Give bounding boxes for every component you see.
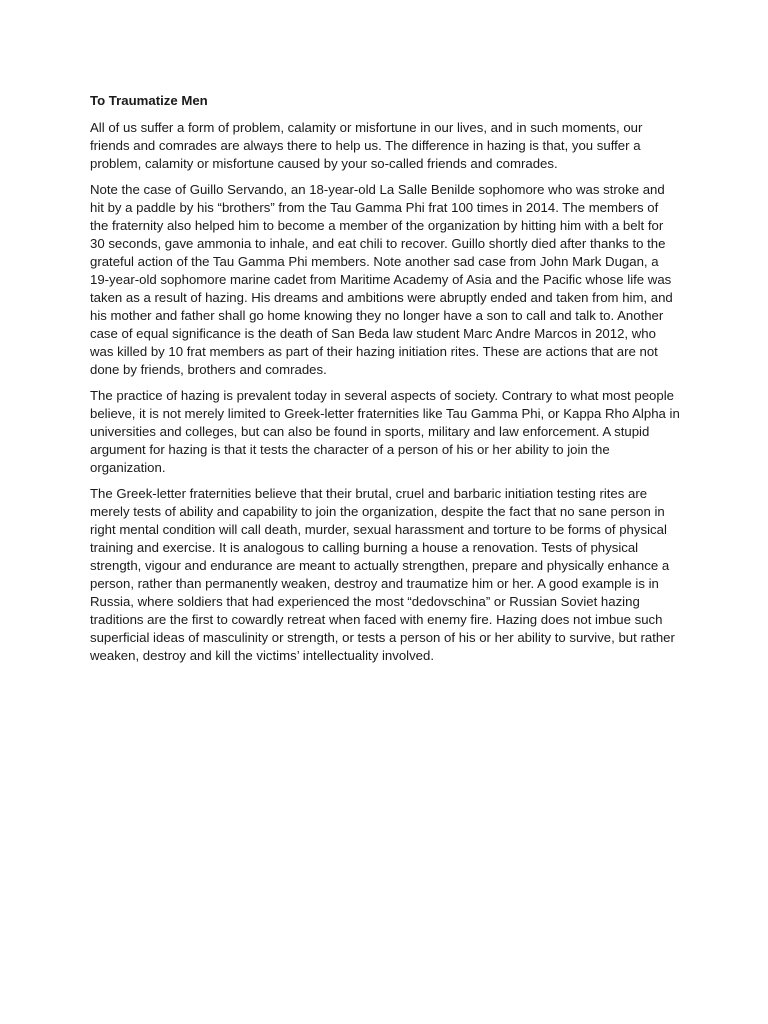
paragraph-4: The Greek-letter fraternities believe that their brutal, cruel and barbaric initiation testing rites are merely tests of ability and capability to join the organization, despite the fact that no sane person in right mental condition will call death, murder, sexual harassment and torture to be forms of physical training and exercise. It is analogous to calling burning a house a renovation. Tests of physical strength, vigour and endurance are meant to actually strengthen, prepare and physically enhance a person, rather than permanently weaken, destroy and traumatize him or her. A good example is in Russia, where soldiers that had experienced the most “dedovschina” or Russian Soviet hazing traditions are the first to cowardly retreat when faced with enemy fire. Hazing does not imbue such superficial ideas of masculinity or strength, or tests a person of his or her ability to survive, but rather weaken, destroy and kill the victims’ intellectuality involved. (90, 486, 675, 663)
document-title: To Traumatize Men (90, 93, 208, 108)
paragraph-1: All of us suffer a form of problem, calamity or misfortune in our lives, and in such moments, our friends and comrades are always there to help us. The difference in hazing is that, you suffer a problem, calamity or misfortune caused by your so-called friends and comrades. (90, 120, 643, 171)
paragraph-3: The practice of hazing is prevalent today in several aspects of society. Contrary to what most people believe, it is not merely limited to Greek-letter fraternities like Tau Gamma Phi, or Kappa Rho Alpha in universities and colleges, but can also be found in sports, military and law enforcement. A stupid argument for hazing is that it tests the character of a person of his or her ability to join the organization. (90, 388, 680, 475)
paragraph-2: Note the case of Guillo Servando, an 18-year-old La Salle Benilde sophomore who was stroke and hit by a paddle by his “brothers” from the Tau Gamma Phi frat 100 times in 2014. The members of the fraternity also helped him to become a member of the organization by hitting him with a belt for 30 seconds, gave ammonia to inhale, and eat chili to recover. Guillo shortly died after thanks to the grateful action of the Tau Gamma Phi members. Note another sad case from John Mark Dugan, a 19-year-old sophomore marine cadet from Maritime Academy of Asia and the Pacific whose life was taken as a result of hazing. His dreams and ambitions were abruptly ended and taken from him, and his mother and father shall go home knowing they no longer have a son to call and talk to. Another case of equal significance is the death of San Beda law student Marc Andre Marcos in 2012, who was killed by 10 frat members as part of their hazing initiation rites. These are actions that are not done by friends, brothers and comrades. (90, 182, 673, 377)
document-body (90, 92, 680, 673)
